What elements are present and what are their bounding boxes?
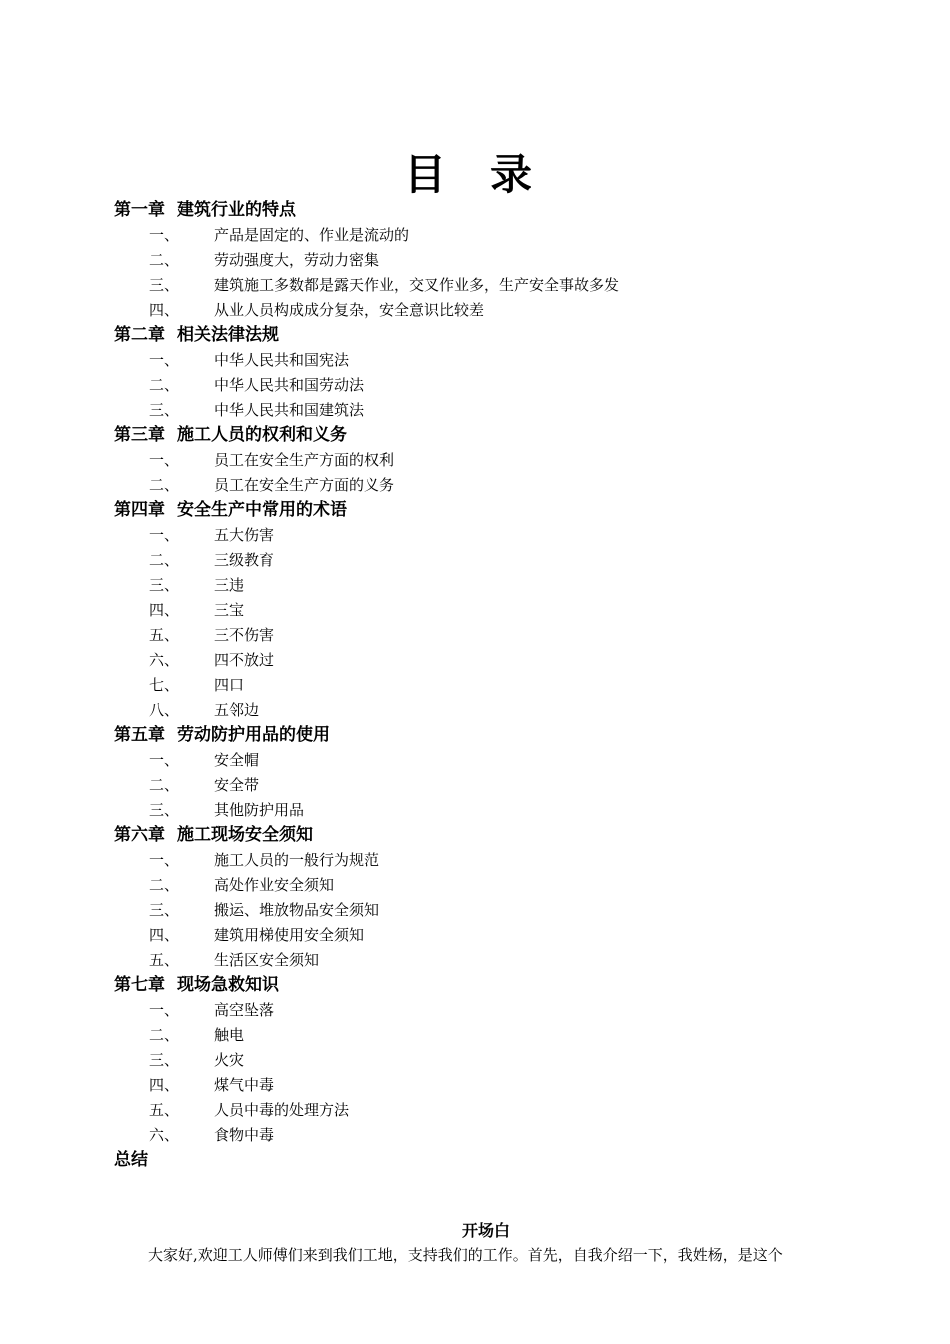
item-text: 食物中毒: [214, 1126, 275, 1144]
item-number: 一、: [149, 526, 180, 544]
toc-item: [114, 1073, 874, 1098]
item-text: 三不伤害: [214, 626, 275, 644]
item-text: 产品是固定的、作业是流动的: [214, 226, 410, 244]
item-number: 二、: [149, 251, 180, 269]
chapter-title: 相关法律法规: [177, 325, 279, 345]
item-text: 生活区安全须知: [214, 951, 320, 969]
chapter-title: 建筑行业的特点: [177, 200, 296, 220]
item-number: 一、: [149, 451, 180, 469]
item-text: 五邻边: [214, 701, 260, 719]
item-text: 四不放过: [214, 651, 275, 669]
toc-item: [114, 848, 874, 873]
item-text: 四口: [214, 676, 245, 694]
item-number: 一、: [149, 351, 180, 369]
chapter-number: 第三章: [114, 425, 165, 445]
chapter-number: 第二章: [114, 325, 165, 345]
item-number: 二、: [149, 476, 180, 494]
toc-item: [114, 373, 874, 398]
item-number: 三、: [149, 276, 180, 294]
opening-title: 开场白: [461, 1221, 510, 1240]
item-text: 员工在安全生产方面的义务: [214, 476, 395, 494]
toc-item: [114, 748, 874, 773]
toc-item: [114, 923, 874, 948]
item-number: 三、: [149, 1051, 180, 1069]
toc-item: [114, 773, 874, 798]
item-number: 六、: [149, 651, 180, 669]
toc-item: [114, 648, 874, 673]
item-number: 三、: [149, 401, 180, 419]
toc-item: [114, 1048, 874, 1073]
toc-item: [114, 998, 874, 1023]
toc-item: [114, 398, 874, 423]
chapter-number: 第一章: [114, 200, 165, 220]
item-number: 三、: [149, 576, 180, 594]
item-text: 高空坠落: [214, 1001, 275, 1019]
chapter-number: 第七章: [114, 975, 165, 995]
item-number: 四、: [149, 301, 180, 319]
toc-chapter: [114, 823, 874, 848]
chapter-title: 总结: [114, 1150, 148, 1170]
toc-chapter: [114, 423, 874, 448]
item-number: 二、: [149, 1026, 180, 1044]
item-text: 建筑用梯使用安全须知: [214, 926, 365, 944]
item-text: 三违: [214, 576, 245, 594]
item-number: 五、: [149, 1101, 180, 1119]
toc-title: 目录: [403, 150, 576, 199]
toc-item: [114, 573, 874, 598]
item-text: 三级教育: [214, 551, 275, 569]
item-text: 其他防护用品: [214, 801, 305, 819]
toc-item: [114, 1023, 874, 1048]
toc-item: [114, 673, 874, 698]
item-text: 触电: [214, 1026, 245, 1044]
item-number: 七、: [149, 676, 180, 694]
toc-chapter: [114, 973, 874, 998]
toc-item: [114, 473, 874, 498]
chapter-title: 劳动防护用品的使用: [177, 725, 330, 745]
item-text: 五大伤害: [214, 526, 275, 544]
item-text: 煤气中毒: [214, 1076, 275, 1094]
toc-chapter: [114, 198, 874, 223]
table-of-contents: [114, 198, 874, 1173]
toc-item: [114, 873, 874, 898]
chapter-number: 第四章: [114, 500, 165, 520]
toc-item: [114, 1123, 874, 1148]
item-text: 中华人民共和国宪法: [214, 351, 350, 369]
item-number: 五、: [149, 626, 180, 644]
toc-item: [114, 798, 874, 823]
item-number: 四、: [149, 1076, 180, 1094]
toc-chapter: [114, 1148, 874, 1173]
item-number: 一、: [149, 851, 180, 869]
toc-item: [114, 898, 874, 923]
chapter-title: 现场急救知识: [177, 975, 279, 995]
item-text: 建筑施工多数都是露天作业，交叉作业多，生产安全事故多发: [214, 276, 620, 294]
item-number: 四、: [149, 926, 180, 944]
toc-chapter: [114, 723, 874, 748]
chapter-title: 施工现场安全须知: [177, 825, 313, 845]
chapter-title: 安全生产中常用的术语: [177, 500, 347, 520]
item-number: 一、: [149, 226, 180, 244]
toc-item: [114, 223, 874, 248]
toc-item: [114, 548, 874, 573]
item-number: 八、: [149, 701, 180, 719]
item-number: 四、: [149, 601, 180, 619]
toc-item: [114, 348, 874, 373]
item-text: 中华人民共和国劳动法: [214, 376, 365, 394]
toc-item: [114, 448, 874, 473]
item-number: 三、: [149, 901, 180, 919]
item-text: 从业人员构成成分复杂，安全意识比较差: [214, 301, 485, 319]
item-number: 一、: [149, 1001, 180, 1019]
item-text: 搬运、堆放物品安全须知: [214, 901, 380, 919]
toc-item: [114, 698, 874, 723]
item-number: 二、: [149, 551, 180, 569]
opening-paragraph: 大家好,欢迎工人师傅们来到我们工地，支持我们的工作。首先，自我介绍一下，我姓杨，是这个: [148, 1246, 783, 1264]
toc-item: [114, 948, 874, 973]
toc-item: [114, 598, 874, 623]
toc-item: [114, 523, 874, 548]
toc-chapter: [114, 323, 874, 348]
item-text: 安全帽: [214, 751, 260, 769]
toc-item: [114, 1098, 874, 1123]
item-text: 高处作业安全须知: [214, 876, 335, 894]
item-number: 二、: [149, 776, 180, 794]
item-text: 中华人民共和国建筑法: [214, 401, 365, 419]
toc-chapter: [114, 498, 874, 523]
toc-item: [114, 248, 874, 273]
item-number: 三、: [149, 801, 180, 819]
chapter-title: 施工人员的权利和义务: [177, 425, 347, 445]
toc-item: [114, 623, 874, 648]
item-text: 安全带: [214, 776, 260, 794]
item-number: 二、: [149, 376, 180, 394]
chapter-number: 第五章: [114, 725, 165, 745]
item-number: 六、: [149, 1126, 180, 1144]
item-text: 三宝: [214, 601, 245, 619]
item-number: 二、: [149, 876, 180, 894]
item-number: 五、: [149, 951, 180, 969]
item-text: 人员中毒的处理方法: [214, 1101, 350, 1119]
toc-item: [114, 298, 874, 323]
item-number: 一、: [149, 751, 180, 769]
chapter-number: 第六章: [114, 825, 165, 845]
item-text: 员工在安全生产方面的权利: [214, 451, 395, 469]
item-text: 火灾: [214, 1051, 245, 1069]
item-text: 施工人员的一般行为规范: [214, 851, 380, 869]
toc-item: [114, 273, 874, 298]
item-text: 劳动强度大，劳动力密集: [214, 251, 380, 269]
